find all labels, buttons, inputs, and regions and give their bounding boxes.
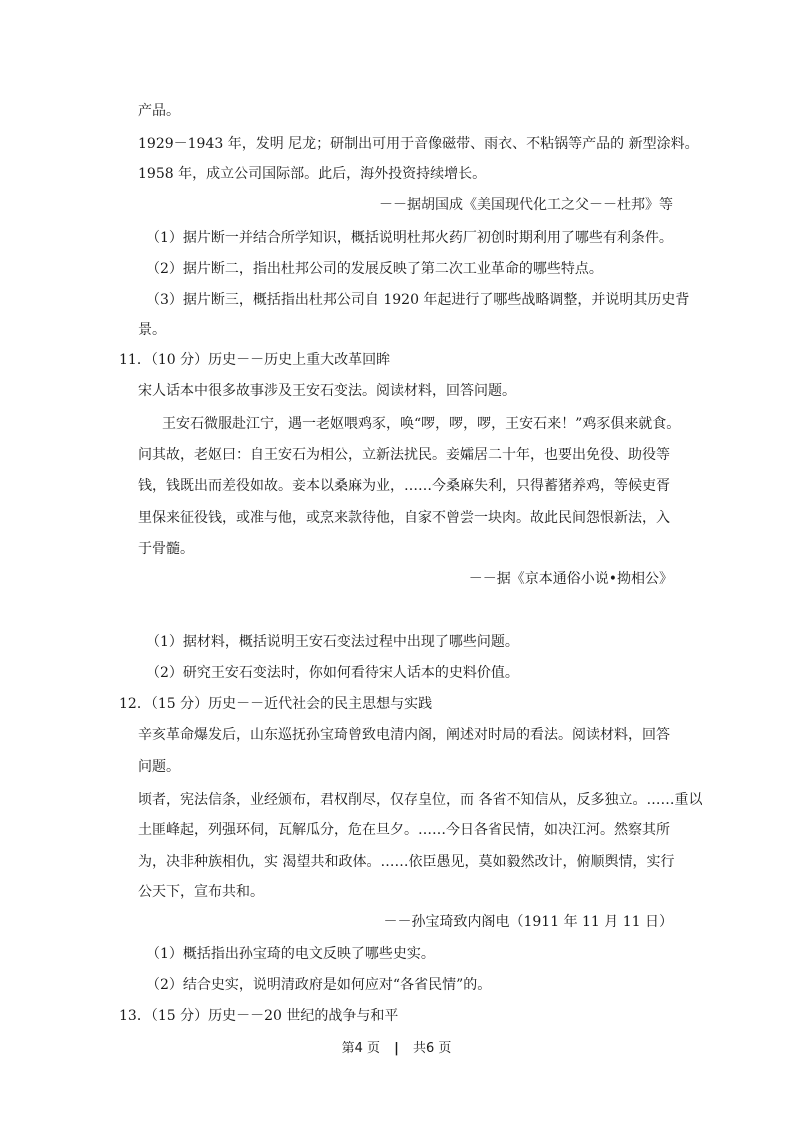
text-line: 1958 年，成立公司国际部。此后，海外投资持续增长。 <box>138 166 487 182</box>
question: （2）结合史实，说明清政府是如何应对“各省民情”的。 <box>146 977 492 993</box>
question: （1）据材料，概括说明王安石变法过程中出现了哪些问题。 <box>146 634 519 650</box>
material-text: 问其故，老妪曰：自王安石为相公，立新法扰民。妾孀居二十年，也要出免役、助役等 <box>138 447 670 463</box>
text-line: 产品。 <box>138 103 180 119</box>
material-text: 王安石微服赴江宁，遇一老妪喂鸡豕，唤“啰，啰，啰，王安石来！”鸡豕俱来就食。 <box>162 416 681 432</box>
citation: －－据《京本通俗小说•拗相公》 <box>468 571 673 587</box>
page-number: 第4 页 <box>341 1041 380 1056</box>
page-footer <box>0 1040 793 1058</box>
material-text: 里保来征役钱，或准与他，或烹来款待他，自家不曾尝一块肉。故此民间怨恨新法，入 <box>138 510 670 526</box>
citation: －－孙宝琦致内阁电（1911 年 11 月 11 日） <box>383 914 673 930</box>
section-heading: 13．（15 分）历史－－20 世纪的战争与和平 <box>119 1008 399 1024</box>
text-line: 宋人话本中很多故事涉及王安石变法。阅读材料，回答问题。 <box>138 383 516 399</box>
citation: －－据胡国成《美国现代化工之父－－杜邦》等 <box>379 197 673 213</box>
material-text: 土匪峰起，列强环伺，瓦解瓜分，危在旦夕。……今日各省民情，如决江河。然察其所 <box>138 822 670 838</box>
text-line: 1929－1943 年，发明 尼龙；研制出可用于音像磁带、雨衣、不粘锅等产品的 新型涂料。 <box>138 136 699 152</box>
material-text: 顷者，宪法信条，业经颁布，君权削尽，仅存皇位，而 各省不知信从，反多独立。……重以 <box>138 792 703 808</box>
material-text: 于骨髓。 <box>138 541 194 557</box>
page-total: 共6 页 <box>413 1041 452 1056</box>
section-heading: 12．（15 分）历史－－近代社会的民主思想与实践 <box>119 696 433 712</box>
material-text: 钱，钱既出而差役如故。妾本以桑麻为业，……今桑麻失利，只得蓄猪养鸡，等候吏胥 <box>138 478 670 494</box>
text-line: 景。 <box>138 322 166 338</box>
question: （1）据片断一并结合所学知识，概括说明杜邦火药厂初创时期利用了哪些有利条件。 <box>146 230 673 246</box>
question: （1）概括指出孙宝琦的电文反映了哪些史实。 <box>146 946 435 962</box>
text-line: 辛亥革命爆发后，山东巡抚孙宝琦曾致电清内阁，阐述对时局的看法。阅读材料，回答 <box>138 727 670 743</box>
question: （2）研究王安石变法时，你如何看待宋人话本的史料价值。 <box>146 665 519 681</box>
question: （3）据片断三，概括指出杜邦公司自 1920 年起进行了哪些战略调整，并说明其历史背 <box>146 292 690 308</box>
text-line: 问题。 <box>138 759 180 775</box>
page-separator: | <box>394 1041 399 1056</box>
question: （2）据片断二，指出杜邦公司的发展反映了第二次工业革命的哪些特点。 <box>146 261 603 277</box>
section-heading: 11．（10 分）历史－－历史上重大改革回眸 <box>119 352 391 368</box>
material-text: 公天下，宣布共和。 <box>138 884 264 900</box>
material-text: 为，决非种族相仇，实 渴望共和政体。……依臣愚见，莫如毅然改计，俯顺舆情，实行 <box>138 854 675 870</box>
